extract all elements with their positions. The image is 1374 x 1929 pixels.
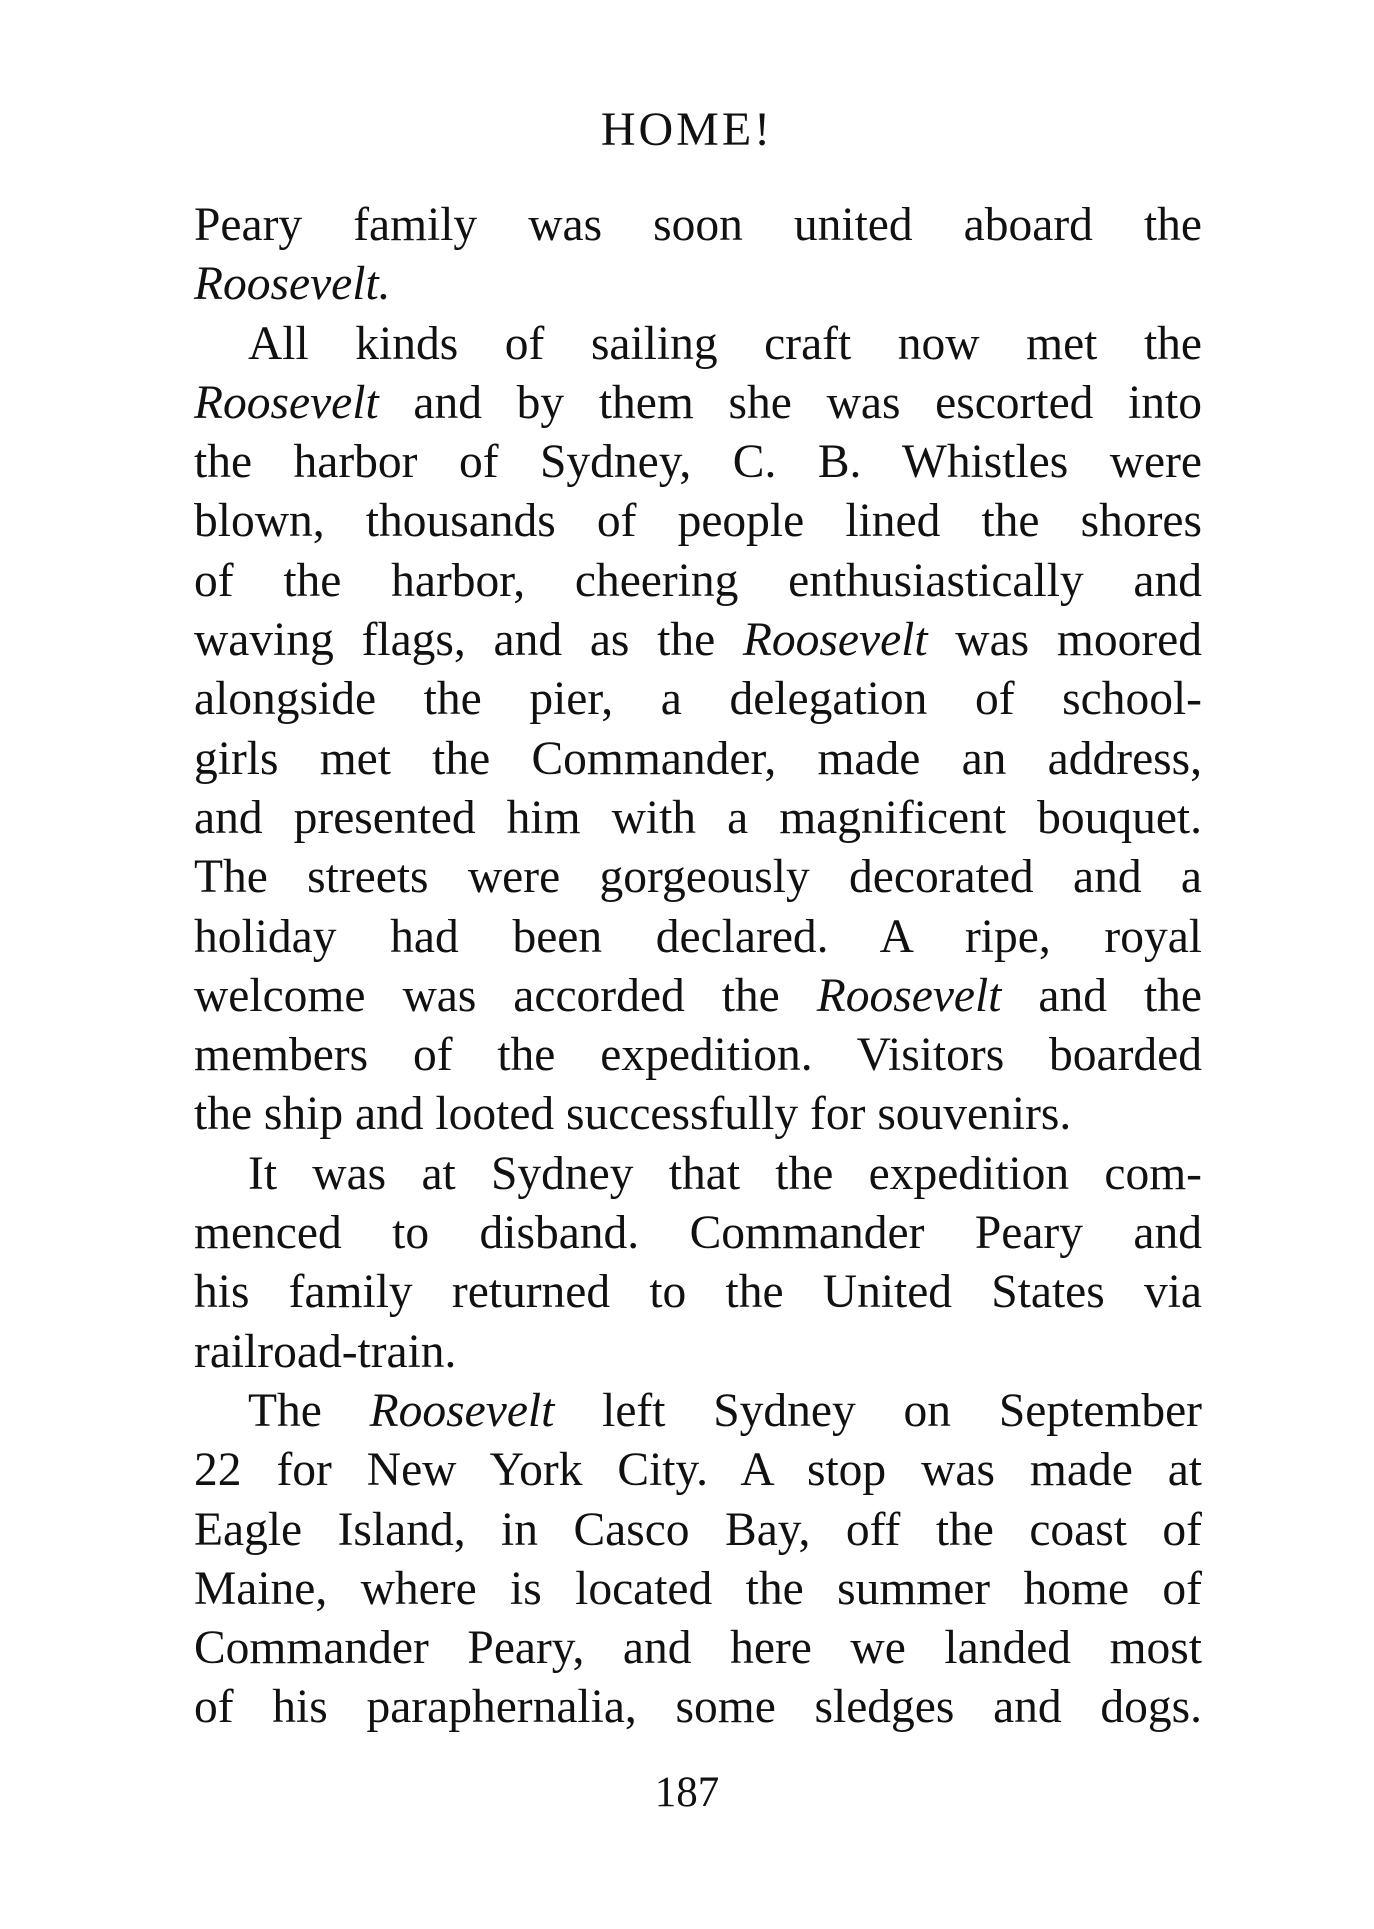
text-line (194, 1441, 1202, 1500)
text-line (194, 1145, 1202, 1204)
text-line (194, 1263, 1202, 1322)
text-line (194, 1560, 1202, 1619)
text-line (194, 433, 1202, 492)
body-text (194, 196, 1202, 1738)
text-line (194, 1204, 1202, 1263)
text-segment: of his paraphernalia, some sledges and dogs. (194, 1681, 1202, 1734)
text-segment: Commander Peary, and here we landed most (194, 1622, 1202, 1675)
text-line (194, 1323, 1202, 1382)
ship-name-italic: Roosevelt (742, 614, 928, 667)
text-line (194, 967, 1202, 1026)
text-line (194, 1382, 1202, 1441)
text-segment: The (248, 1384, 370, 1437)
text-line (194, 374, 1202, 433)
ship-name-italic: Roosevelt. (194, 258, 391, 311)
text-segment: the ship and looted successfully for souvenirs. (194, 1088, 1072, 1141)
text-segment: holiday had been declared. A ripe, royal (194, 910, 1202, 963)
ship-name-italic: Roosevelt (194, 376, 379, 429)
text-line (194, 730, 1202, 789)
text-segment: left Sydney on September (554, 1384, 1202, 1437)
text-segment: It was at Sydney that the expedition com- (248, 1147, 1202, 1200)
text-line (194, 196, 1202, 255)
text-segment: blown, thousands of people lined the shores (194, 495, 1202, 548)
text-segment: girls met the Commander, made an address, (194, 732, 1202, 785)
text-line (194, 611, 1202, 670)
text-segment: The streets were gorgeously decorated and a (194, 851, 1202, 904)
text-line (194, 1501, 1202, 1560)
text-segment: was moored (927, 614, 1202, 667)
text-line (194, 552, 1202, 611)
text-segment: his family returned to the United States via (194, 1266, 1202, 1319)
text-segment: menced to disband. Commander Peary and (194, 1207, 1202, 1260)
text-line (194, 848, 1202, 907)
ship-name-italic: Roosevelt (816, 969, 1002, 1022)
text-line (194, 1026, 1202, 1085)
text-line (194, 1085, 1202, 1144)
text-line (194, 670, 1202, 729)
text-segment: members of the expedition. Visitors boarded (194, 1029, 1202, 1082)
text-line (194, 492, 1202, 551)
text-segment: welcome was accorded the (194, 969, 817, 1022)
text-line (194, 255, 1202, 314)
text-segment: Eagle Island, in Casco Bay, off the coast of (194, 1503, 1202, 1556)
text-line (194, 908, 1202, 967)
text-segment: and presented him with a magnificent bouquet. (194, 791, 1202, 844)
text-segment: alongside the pier, a delegation of school- (194, 673, 1202, 726)
text-segment: the harbor of Sydney, C. B. Whistles were (194, 436, 1202, 489)
text-segment: of the harbor, cheering enthusiastically and (194, 554, 1202, 607)
text-line (194, 789, 1202, 848)
text-segment: 22 for New York City. A stop was made at (194, 1444, 1202, 1497)
text-segment: Peary family was soon united aboard the (194, 199, 1202, 251)
text-segment: and by them she was escorted into (378, 376, 1202, 429)
ship-name-italic: Roosevelt (369, 1384, 555, 1437)
running-head: HOME! (600, 103, 774, 156)
text-segment: Maine, where is located the summer home of (194, 1562, 1202, 1615)
text-segment: All kinds of sailing craft now met the (248, 317, 1202, 370)
text-line (194, 1619, 1202, 1678)
text-line (194, 315, 1202, 374)
text-segment: railroad-train. (194, 1325, 457, 1378)
text-line (194, 1678, 1202, 1737)
text-segment: and the (1001, 969, 1202, 1022)
page-number: 187 (654, 1769, 720, 1816)
text-segment: waving flags, and as the (194, 614, 743, 667)
